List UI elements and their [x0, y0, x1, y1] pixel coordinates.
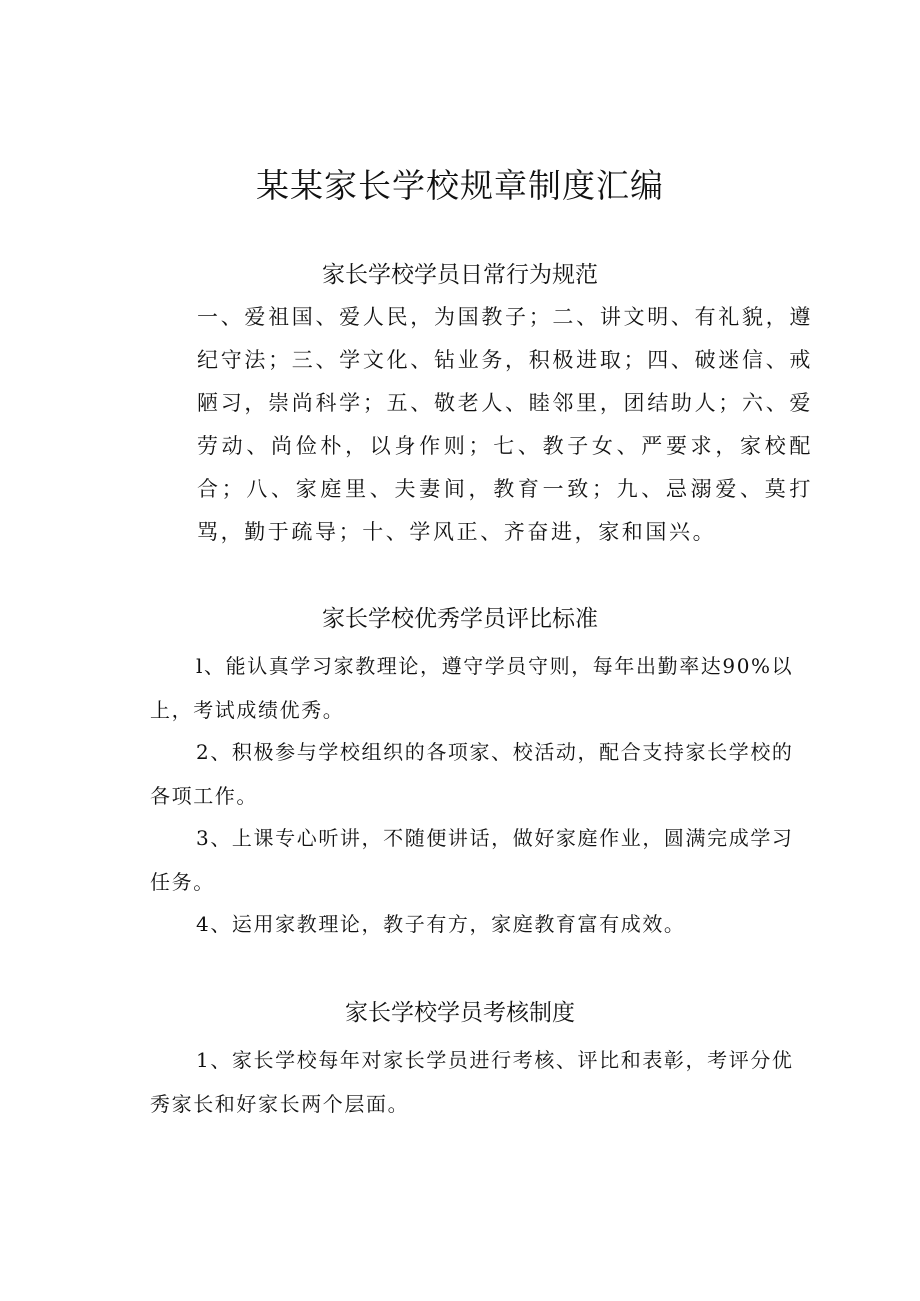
- section-heading-excellent-criteria: 家长学校优秀学员评比标准: [322, 606, 598, 632]
- document-title: 某某家长学校规章制度汇编: [256, 166, 664, 205]
- criteria-item-4: 4、运用家教理论，教子有方，家庭教育富有成效。: [196, 912, 686, 936]
- assessment-item-1: 1、家长学校每年对家长学员进行考核、评比和表彰，考评分优秀家长和好家长两个层面。: [150, 1048, 794, 1116]
- section-heading-assessment-system: 家长学校学员考核制度: [345, 1000, 575, 1026]
- criteria-item-3: 3、上课专心听讲，不随便讲话，做好家庭作业，圆满完成学习任务。: [150, 826, 794, 894]
- criteria-item-1: l、能认真学习家教理论，遵守学员守则，每年出勤率达90%以上，考试成绩优秀。: [150, 654, 794, 722]
- section-heading-daily-conduct: 家长学校学员日常行为规范: [322, 262, 598, 288]
- section-paragraph-daily-conduct: 一、爱祖国、爱人民，为国教子；二、讲文明、有礼貌，遵纪守法；三、学文化、钻业务，积极进取；四、破迷信、戒陋习，崇尚科学；五、敬老人、睦邻里，团结助人；六、爱劳动、尚俭朴，以身作则；七、教子女、严要求，家校配合；八、家庭里、夫妻间，教育一致；九、忌溺爱、莫打骂，勤于疏导；十、学风正、齐奋进，家和国兴。: [197, 305, 813, 544]
- criteria-item-2: 2、积极参与学校组织的各项家、校活动，配合支持家长学校的各项工作。: [150, 740, 794, 808]
